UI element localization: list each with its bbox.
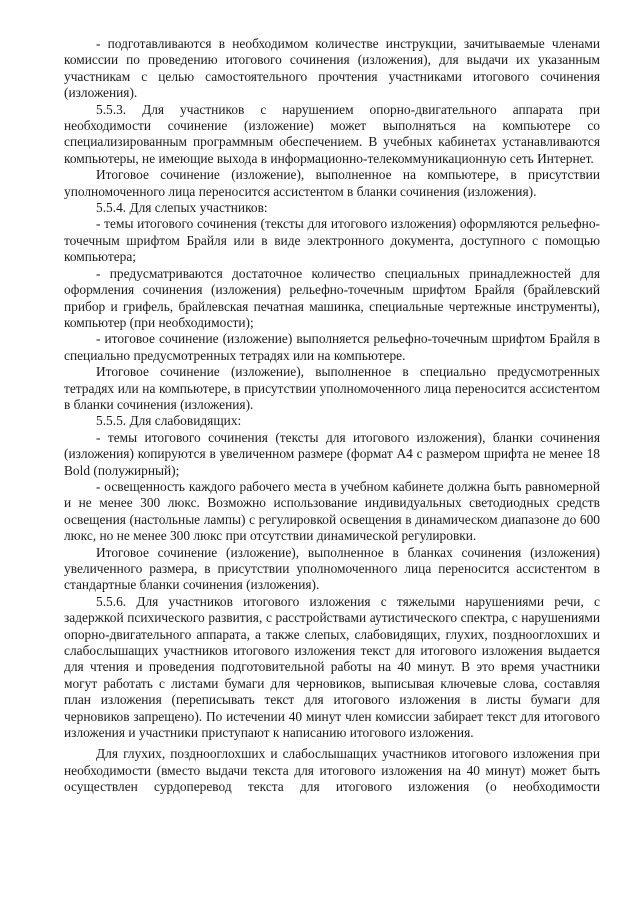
- paragraph-enlarged-transfer: Итоговое сочинение (изложение), выполненное в бланках сочинения (изложения) увеличенного размера, в присутствии уполномоченного лица переносится ассистентом в стандартные бланки сочинения (изложения).: [64, 544, 600, 593]
- paragraph-enlarged-forms: - темы итогового сочинения (тексты для итогового изложения), бланки сочинения (изложения) копируются в увеличенном размере (формат А4 с размером шрифта не менее 18 Bold (полужирный);: [64, 429, 600, 478]
- paragraph-braille-equipment: - предусматриваются достаточное количество специальных принадлежностей для оформления сочинения (изложения) рельефно-точечным шрифтом Брайля (брайлевский прибор и грифель, брайлевская печатная машинка, специальные чертежные инструменты), компьютер (при необходимости);: [64, 265, 600, 330]
- paragraph-5-5-6: 5.5.6. Для участников итогового изложения с тяжелыми нарушениями речи, с задержкой психического развития, с расстройствами аутистического спектра, с нарушениями опорно-двигательного аппарата, а также слепых, слабовидящих, глухих, позднооглохших и слабослышащих участников итогового изложения текст для итогового изложения выдается для чтения и проведения подготовительной работы на 40 минут. В это время участники могут работать с листами бумаги для черновиков, выписывая ключевые слова, составляя план изложения (переписывать текст для итогового изложения в листы бумаги для черновиков запрещено). По истечении 40 минут член комиссии забирает текст для итогового изложения и участники приступают к написанию итогового изложения.: [64, 593, 600, 741]
- paragraph-braille-writing: - итоговое сочинение (изложение) выполняется рельефно-точечным шрифтом Брайля в специально предусмотренных тетрадях или на компьютере.: [64, 331, 600, 363]
- paragraph-computer-transfer: Итоговое сочинение (изложение), выполненное на компьютере, в присутствии уполномоченного лица переносится ассистентом в бланки сочинения (изложения).: [64, 167, 600, 199]
- paragraph-braille-topics: - темы итогового сочинения (тексты для итогового изложения) оформляются рельефно-точечным шрифтом Брайля или в виде электронного документа, доступного с помощью компьютера;: [64, 216, 600, 265]
- document-page: [64, 36, 600, 796]
- paragraph-5-5-5-heading: 5.5.5. Для слабовидящих:: [96, 413, 242, 429]
- paragraph-lighting: - освещенность каждого рабочего места в учебном кабинете должна быть равномерной и не менее 300 люкс. Возможно использование индивидуальных светодиодных средств освещения (настольные лампы) с регулировкой освещения в динамическом диапазоне до 600 люкс, но не менее 300 люкс при отсутствии динамической регулировки.: [64, 478, 600, 544]
- paragraph-sign-language: Для глухих, позднооглохших и слабослышащих участников итогового изложения при необходимости (вместо выдачи текста для итогового изложения на 40 минут) может быть осуществлен сурдоперевод текста для итогового изложения (о необходимости: [64, 746, 600, 795]
- paragraph-instructions: - подготавливаются в необходимом количестве инструкции, зачитываемые членами комиссии по проведению итогового сочинения (изложения), для выдачи их указанным участникам с целью самостоятельного прочтения участниками итогового сочинения (изложения).: [64, 36, 600, 101]
- paragraph-5-5-3: 5.5.3. Для участников с нарушением опорно-двигательного аппарата при необходимости сочинение (изложение) может выполняться на компьютере со специализированным программным обеспечением. В учебных кабинетах устанавливаются компьютеры, не имеющие выхода в информационно-телекоммуникационную сеть Интернет.: [64, 101, 600, 166]
- paragraph-braille-transfer: Итоговое сочинение (изложение), выполненное в специально предусмотренных тетрадях или на компьютере, в присутствии уполномоченного лица переносится ассистентом в бланки сочинения (изложения).: [64, 364, 600, 412]
- paragraph-5-5-4-heading: 5.5.4. Для слепых участников:: [96, 200, 268, 216]
